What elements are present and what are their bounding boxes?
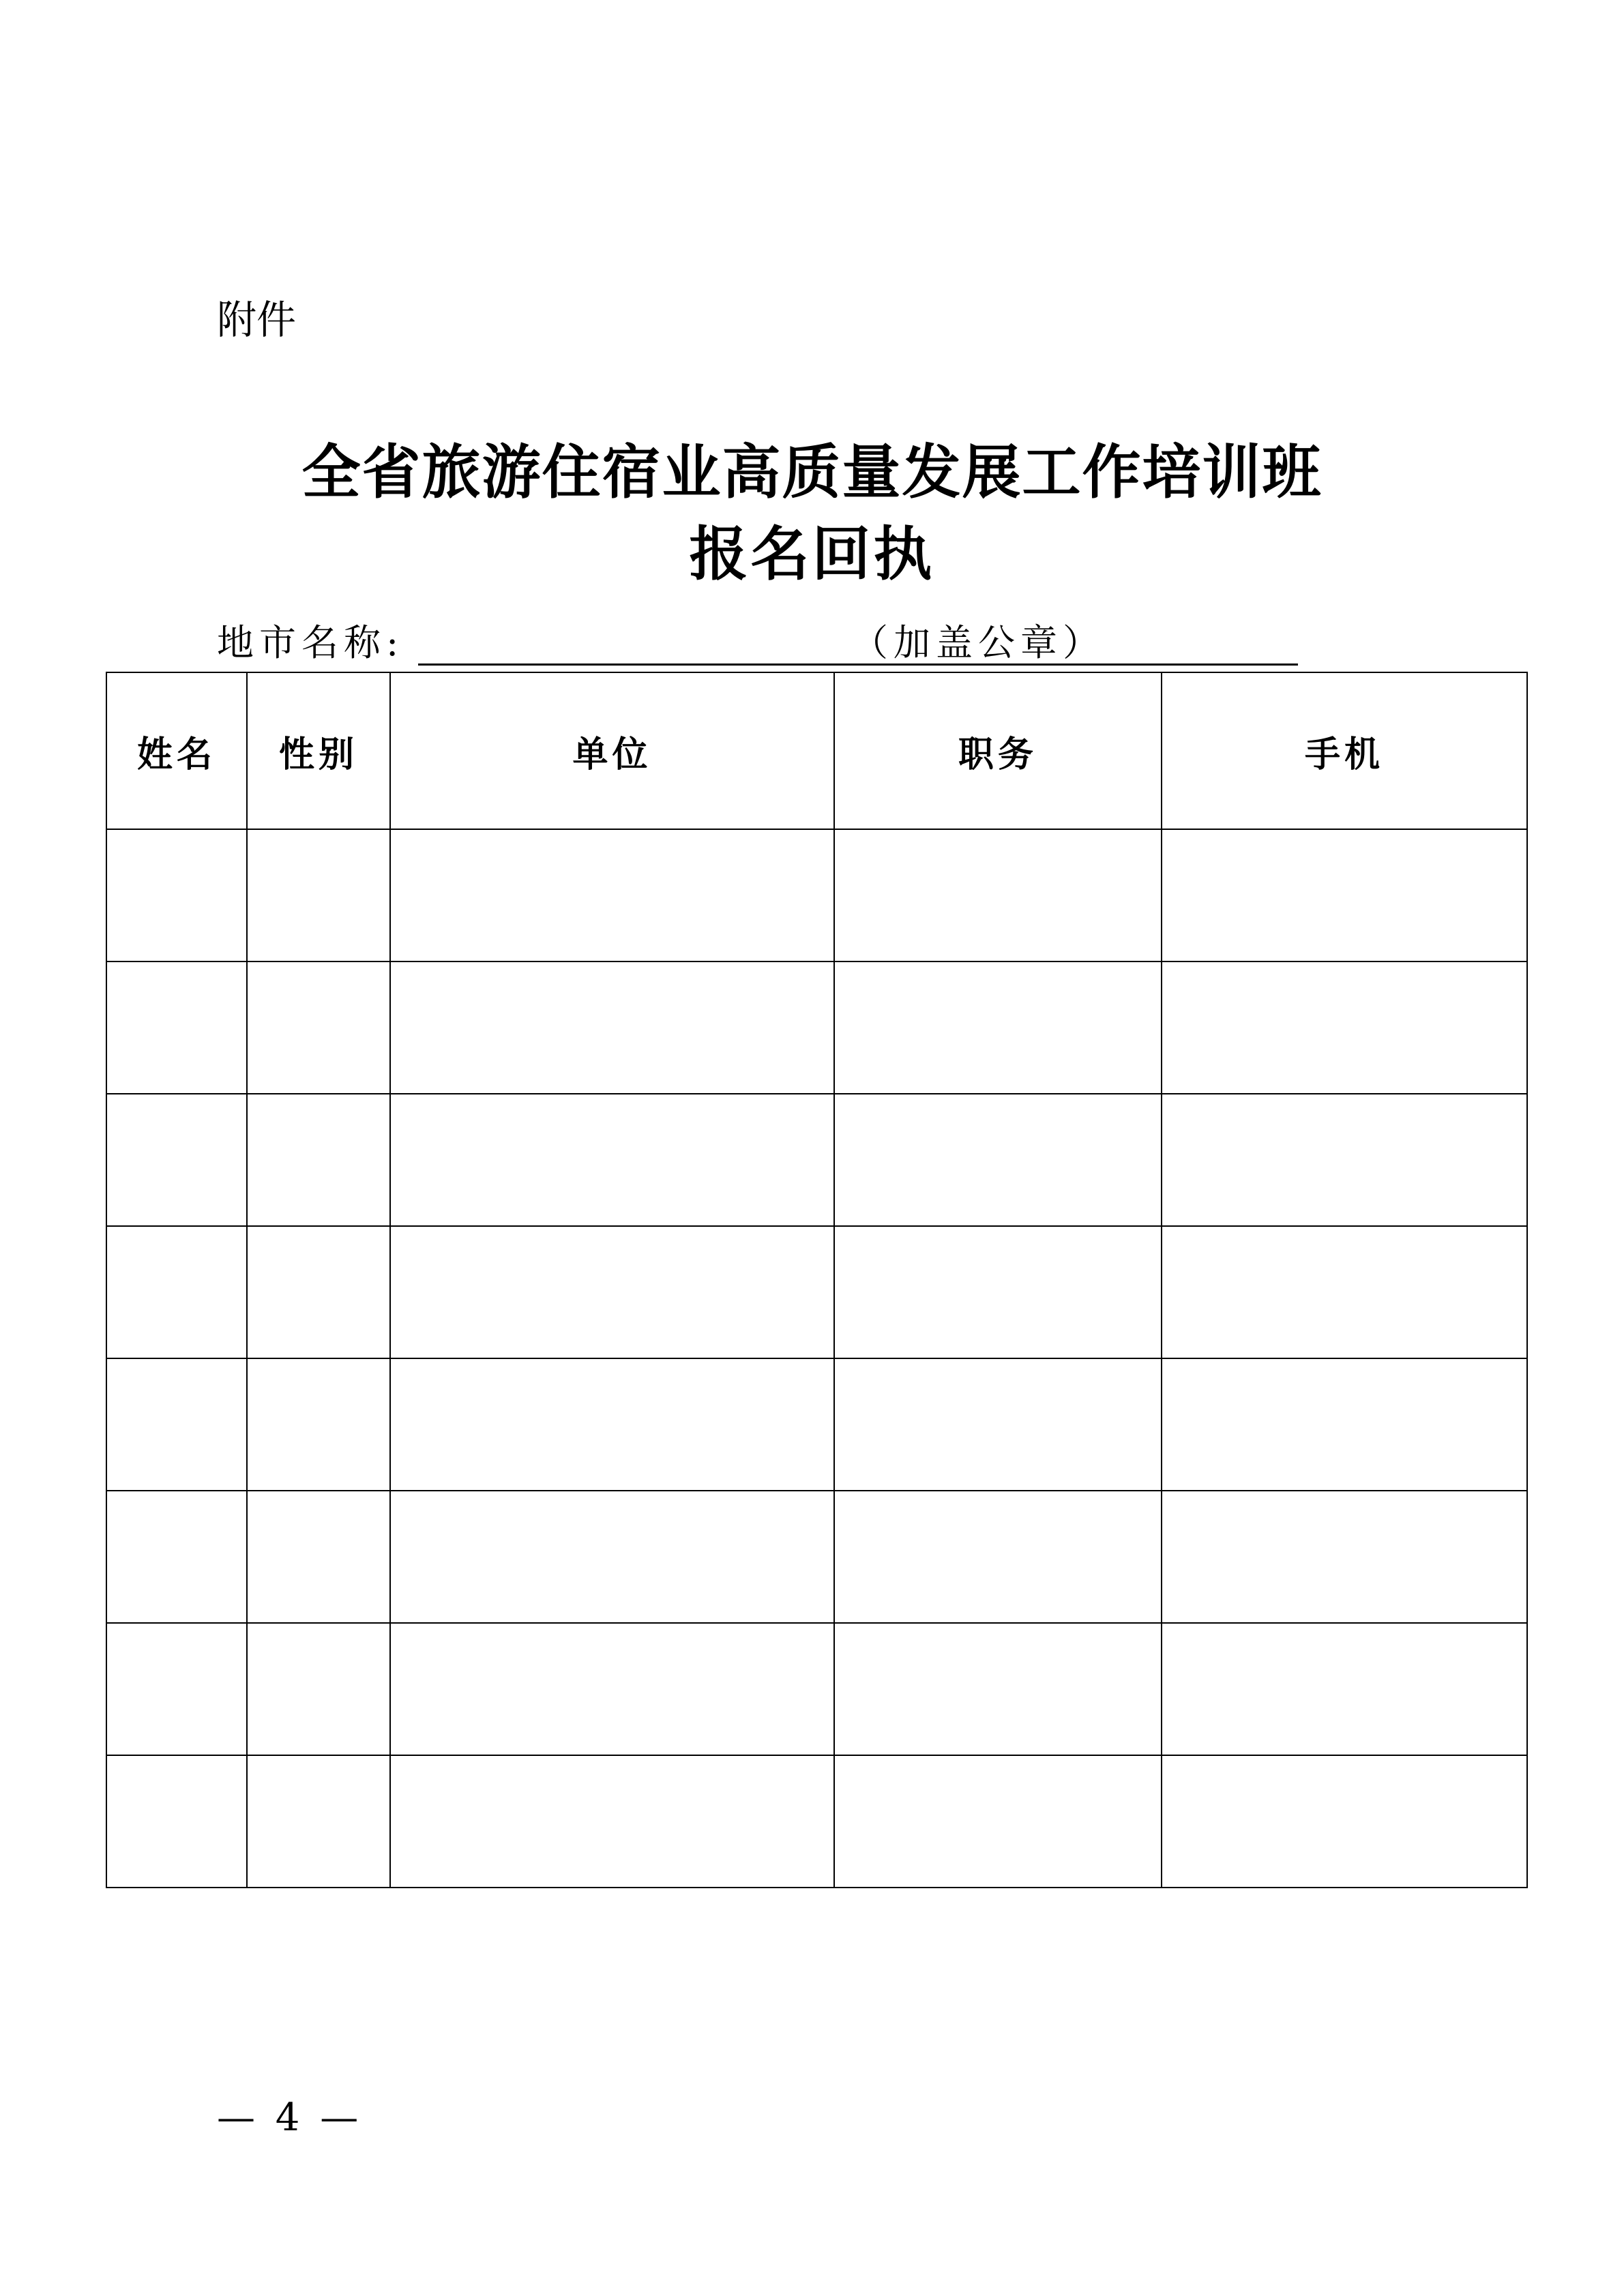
table-cell[interactable]	[390, 961, 834, 1094]
table-cell[interactable]	[1162, 829, 1527, 961]
table-cell[interactable]	[834, 1623, 1162, 1755]
table-row	[106, 1755, 1527, 1888]
table-cell[interactable]	[247, 1491, 390, 1623]
attachment-label: 附件	[217, 297, 297, 343]
table-row	[106, 1491, 1527, 1623]
table-cell[interactable]	[834, 961, 1162, 1094]
table-cell[interactable]	[247, 1755, 390, 1888]
table-cell[interactable]	[247, 1226, 390, 1358]
table-cell[interactable]	[390, 1623, 834, 1755]
table-cell[interactable]	[834, 829, 1162, 961]
table-row	[106, 829, 1527, 961]
header-name: 姓名	[106, 672, 247, 829]
table-cell[interactable]	[390, 1491, 834, 1623]
table-cell[interactable]	[247, 1623, 390, 1755]
table-cell[interactable]	[1162, 1226, 1527, 1358]
table-cell[interactable]	[390, 829, 834, 961]
table-body	[106, 829, 1527, 1888]
table-header-row	[106, 672, 1527, 829]
table-cell[interactable]	[390, 1358, 834, 1491]
document-title: 全省旅游住宿业高质量发展工作培训班	[301, 438, 1323, 507]
table-cell[interactable]	[390, 1094, 834, 1226]
table-row	[106, 1358, 1527, 1491]
table-cell[interactable]	[834, 1755, 1162, 1888]
table-cell[interactable]	[390, 1226, 834, 1358]
table-cell[interactable]	[106, 1226, 247, 1358]
header-gender: 性别	[247, 672, 390, 829]
table-cell[interactable]	[834, 1491, 1162, 1623]
table-row	[106, 1226, 1527, 1358]
document-subtitle: 报名回执	[689, 520, 935, 588]
table-cell[interactable]	[1162, 1755, 1527, 1888]
table-cell[interactable]	[834, 1358, 1162, 1491]
header-mobile: 手机	[1162, 672, 1527, 829]
registration-table	[106, 672, 1528, 1888]
table-cell[interactable]	[1162, 1094, 1527, 1226]
table-cell[interactable]	[106, 1491, 247, 1623]
table-cell[interactable]	[247, 829, 390, 961]
header-position: 职务	[834, 672, 1162, 829]
page-number: — 4 —	[217, 2096, 363, 2140]
table-cell[interactable]	[834, 1094, 1162, 1226]
table-cell[interactable]	[834, 1226, 1162, 1358]
header-organization: 单位	[390, 672, 834, 829]
table-cell[interactable]	[1162, 1358, 1527, 1491]
table-cell[interactable]	[390, 1755, 834, 1888]
table-row	[106, 1623, 1527, 1755]
region-label: 地市名称:	[217, 621, 404, 664]
table-cell[interactable]	[106, 829, 247, 961]
table-row	[106, 961, 1527, 1094]
table-cell[interactable]	[247, 1094, 390, 1226]
table-cell[interactable]	[106, 961, 247, 1094]
table-cell[interactable]	[106, 1094, 247, 1226]
table-cell[interactable]	[106, 1358, 247, 1491]
seal-note: （加盖公章）	[851, 621, 1105, 664]
table-row	[106, 1094, 1527, 1226]
table-cell[interactable]	[106, 1755, 247, 1888]
table-cell[interactable]	[1162, 961, 1527, 1094]
table-cell[interactable]	[1162, 1623, 1527, 1755]
table-cell[interactable]	[247, 1358, 390, 1491]
table-cell[interactable]	[106, 1623, 247, 1755]
table-cell[interactable]	[1162, 1491, 1527, 1623]
table-cell[interactable]	[247, 961, 390, 1094]
